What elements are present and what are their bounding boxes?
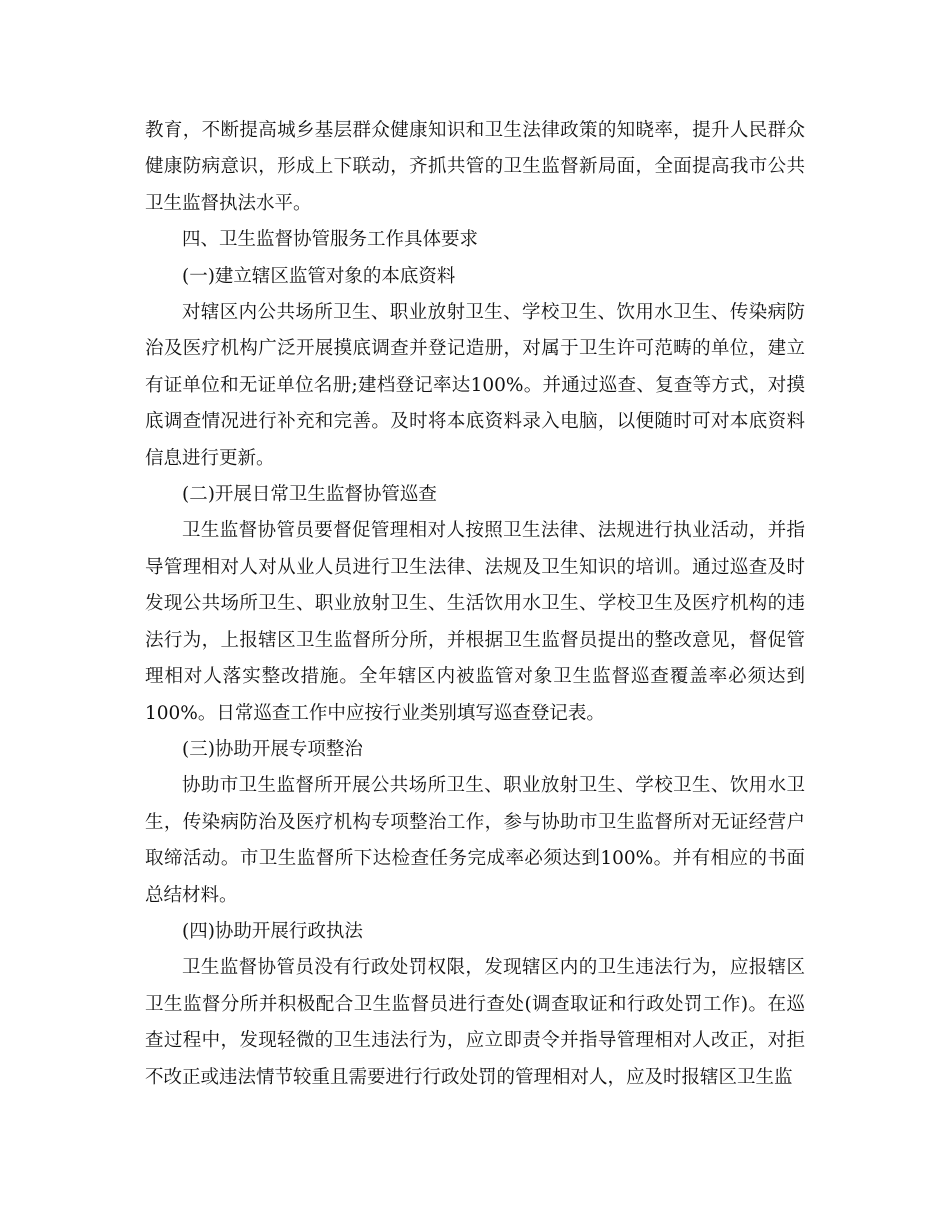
paragraph-administrative-enforcement: 卫生监督协管员没有行政处罚权限，发现辖区内的卫生违法行为，应报辖区卫生监督分所并积极配合卫生监督员进行查处(调查取证和行政处罚工作)。在巡查过程中，发现轻微的卫生违法行为，应立即责令并指导管理相对人改正，对拒不改正或违法情节较重且需要进行行政处罚的管理相对人，应及时报辖区卫生监 <box>145 957 805 1088</box>
section-heading-4: 四、卫生监督协管服务工作具体要求 <box>182 229 479 251</box>
subheading-4: (四)协助开展行政执法 <box>182 920 363 942</box>
subheading-3: (三)协助开展专项整治 <box>182 738 363 760</box>
paragraph-baseline-records: 对辖区内公共场所卫生、职业放射卫生、学校卫生、饮用水卫生、传染病防治及医疗机构广泛开展摸底调查并登记造册，对属于卫生许可范畴的单位，建立有证单位和无证单位名册;建档登记率达100%。并通过巡查、复查等方式，对摸底调查情况进行补充和完善。及时将本底资料录入电脑，以便随时可对本底资料信息进行更新。 <box>145 302 805 469</box>
subheading-2: (二)开展日常卫生监督协管巡查 <box>182 484 437 506</box>
paragraph-special-rectification: 协助市卫生监督所开展公共场所卫生、职业放射卫生、学校卫生、饮用水卫生，传染病防治及医疗机构专项整治工作，参与协助市卫生监督所对无证经营户取缔活动。市卫生监督所下达检查任务完成率必须达到100%。并有相应的书面总结材料。 <box>145 775 805 906</box>
subheading-1: (一)建立辖区监管对象的本底资料 <box>182 265 456 287</box>
document-body <box>145 113 805 1096</box>
paragraph-1: 教育，不断提高城乡基层群众健康知识和卫生法律政策的知晓率，提升人民群众健康防病意识，形成上下联动，齐抓共管的卫生监督新局面，全面提高我市公共卫生监督执法水平。 <box>145 120 805 214</box>
paragraph-daily-inspection: 卫生监督协管员要督促管理相对人按照卫生法律、法规进行执业活动，并指导管理相对人对从业人员进行卫生法律、法规及卫生知识的培训。通过巡查及时发现公共场所卫生、职业放射卫生、生活饮用水卫生、学校卫生及医疗机构的违法行为，上报辖区卫生监督所分所，并根据卫生监督员提出的整改意见，督促管理相对人落实整改措施。全年辖区内被监管对象卫生监督巡查覆盖率必须达到100%。日常巡查工作中应按行业类别填写巡查登记表。 <box>145 520 805 724</box>
